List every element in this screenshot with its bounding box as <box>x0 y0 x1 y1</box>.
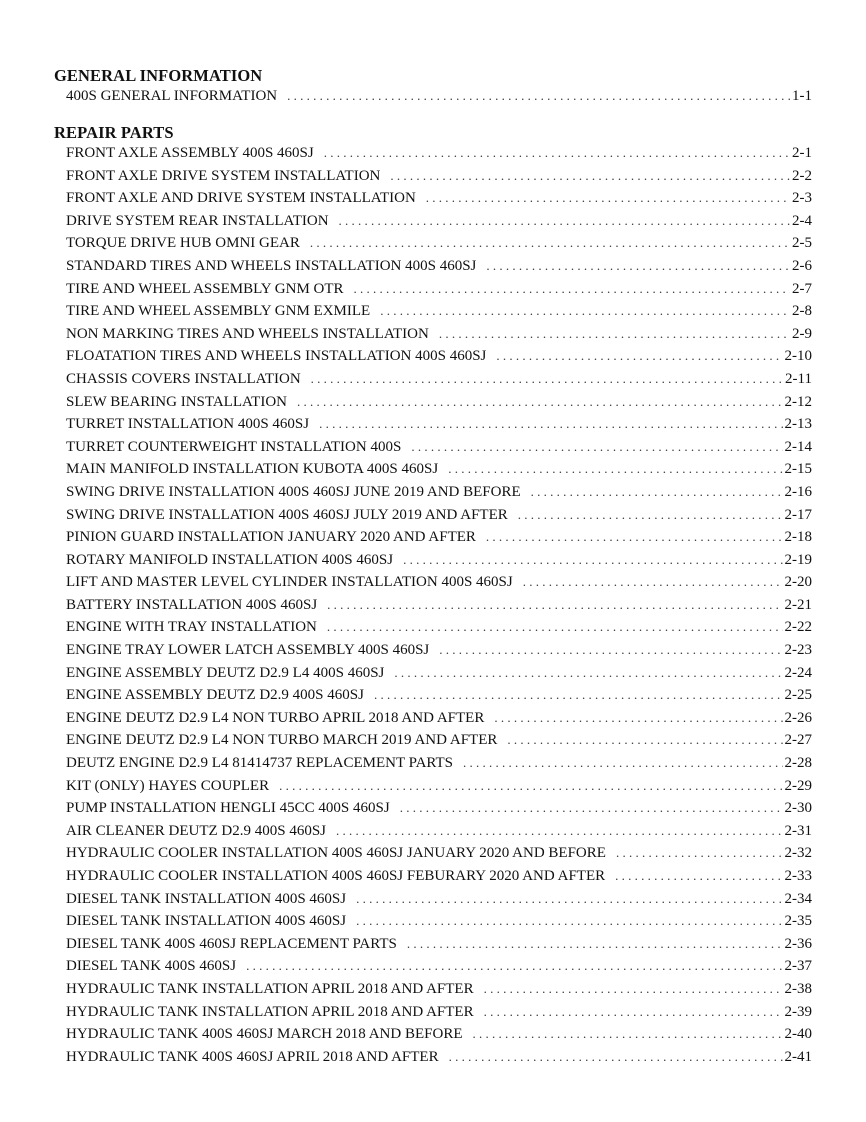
toc-entry-page-number: 2-20 <box>784 574 812 591</box>
toc-entry[interactable] <box>66 326 812 349</box>
toc-entry-page-number: 2-29 <box>784 777 812 794</box>
toc-entry[interactable] <box>66 778 812 801</box>
section-heading-general-information: GENERAL INFORMATION <box>54 66 263 85</box>
toc-dot-leader <box>407 936 783 952</box>
toc-entry[interactable] <box>66 145 812 168</box>
toc-dot-leader <box>354 281 790 297</box>
toc-entry[interactable] <box>66 823 812 846</box>
toc-entry[interactable] <box>66 371 812 394</box>
toc-entry-page-number: 2-31 <box>784 822 812 839</box>
toc-entry[interactable] <box>66 88 812 111</box>
toc-dot-leader <box>518 507 783 523</box>
toc-entry[interactable] <box>66 868 812 891</box>
toc-entry-title: FLOATATION TIRES AND WHEELS INSTALLATION 400S 460SJ <box>66 348 487 365</box>
toc-entry[interactable] <box>66 958 812 981</box>
toc-entry[interactable] <box>66 348 812 371</box>
toc-dot-leader <box>374 687 783 703</box>
toc-entry-title: AIR CLEANER DEUTZ D2.9 400S 460SJ <box>66 822 327 839</box>
toc-entry-title: NON MARKING TIRES AND WHEELS INSTALLATION <box>66 325 429 342</box>
toc-entry-page-number: 2-6 <box>792 257 812 274</box>
toc-dot-leader <box>311 371 783 387</box>
toc-entry-page-number: 2-5 <box>792 235 812 252</box>
toc-entry-title: CHASSIS COVERS INSTALLATION <box>66 370 301 387</box>
toc-dot-leader <box>336 823 782 839</box>
toc-entry-page-number: 2-14 <box>784 438 812 455</box>
toc-entry-title: ENGINE ASSEMBLY DEUTZ D2.9 L4 400S 460SJ <box>66 664 385 681</box>
toc-dot-leader <box>523 574 783 590</box>
toc-dot-leader <box>356 891 782 907</box>
toc-dot-leader <box>486 529 783 545</box>
toc-entry[interactable] <box>66 439 812 462</box>
toc-dot-leader <box>439 326 790 342</box>
toc-entry[interactable] <box>66 642 812 665</box>
toc-entry-page-number: 2-37 <box>784 958 812 975</box>
toc-entry-title: ENGINE DEUTZ D2.9 L4 NON TURBO MARCH 2019 AND AFTER <box>66 732 498 749</box>
toc-entry[interactable] <box>66 574 812 597</box>
toc-entry-page-number: 2-19 <box>784 551 812 568</box>
toc-entry[interactable] <box>66 891 812 914</box>
toc-entry-page-number: 2-40 <box>784 1026 812 1043</box>
toc-entry-title: MAIN MANIFOLD INSTALLATION KUBOTA 400S 460SJ <box>66 461 439 478</box>
toc-entry[interactable] <box>66 1026 812 1049</box>
toc-dot-leader <box>279 778 782 794</box>
toc-entry[interactable] <box>66 552 812 575</box>
toc-dot-leader <box>486 258 790 274</box>
toc-dot-leader <box>507 732 782 748</box>
toc-entry-title: SWING DRIVE INSTALLATION 400S 460SJ JUNE 2019 AND BEFORE <box>66 483 521 500</box>
toc-dot-leader <box>400 800 783 816</box>
toc-entry-page-number: 2-32 <box>784 845 812 862</box>
toc-dot-leader <box>356 913 782 929</box>
toc-dot-leader <box>448 461 782 477</box>
toc-entry-title: SLEW BEARING INSTALLATION <box>66 393 288 410</box>
toc-dot-leader <box>287 88 790 104</box>
toc-entry-title: DIESEL TANK 400S 460SJ REPLACEMENT PARTS <box>66 935 397 952</box>
toc-entry-title: DEUTZ ENGINE D2.9 L4 81414737 REPLACEMENT PARTS <box>66 755 454 772</box>
toc-entry-page-number: 2-11 <box>785 370 812 387</box>
toc-entry-title: HYDRAULIC COOLER INSTALLATION 400S 460SJ FEBURARY 2020 AND AFTER <box>66 868 606 884</box>
toc-entry-title: SWING DRIVE INSTALLATION 400S 460SJ JULY 2019 AND AFTER <box>66 506 508 523</box>
toc-dot-leader <box>472 1026 782 1042</box>
toc-entry-title: FRONT AXLE ASSEMBLY 400S 460SJ <box>66 145 314 161</box>
toc-entry-title: HYDRAULIC COOLER INSTALLATION 400S 460SJ JANUARY 2020 AND BEFORE <box>66 845 606 862</box>
toc-entry[interactable] <box>66 597 812 620</box>
toc-entry-page-number: 2-7 <box>792 280 812 297</box>
toc-entry-title: ENGINE TRAY LOWER LATCH ASSEMBLY 400S 460SJ <box>66 642 430 659</box>
toc-entry[interactable] <box>66 213 812 236</box>
toc-entry-title: TIRE AND WHEEL ASSEMBLY GNM OTR <box>66 280 344 297</box>
toc-entry-page-number: 2-23 <box>784 642 812 659</box>
toc-entry-title: BATTERY INSTALLATION 400S 460SJ <box>66 596 318 613</box>
toc-dot-leader <box>327 597 782 613</box>
toc-entry-title: PUMP INSTALLATION HENGLI 45CC 400S 460SJ <box>66 800 390 817</box>
toc-entry[interactable] <box>66 981 812 1004</box>
toc-dot-leader <box>463 755 782 771</box>
toc-entry-title: DIESEL TANK INSTALLATION 400S 460SJ <box>66 913 347 930</box>
toc-dot-leader <box>616 845 783 861</box>
toc-entry-title: 400S GENERAL INFORMATION <box>66 88 278 104</box>
toc-dot-leader <box>246 958 782 974</box>
toc-list-repair-parts <box>66 145 812 1071</box>
toc-entry[interactable] <box>66 484 812 507</box>
toc-entry-title: HYDRAULIC TANK INSTALLATION APRIL 2018 AND AFTER <box>66 1003 474 1020</box>
toc-entry-page-number: 2-22 <box>784 619 812 636</box>
toc-entry[interactable] <box>66 529 812 552</box>
toc-entry-page-number: 2-13 <box>784 416 812 433</box>
toc-entry-title: TURRET INSTALLATION 400S 460SJ <box>66 416 310 433</box>
toc-entry-page-number: 2-36 <box>784 935 812 952</box>
toc-entry-page-number: 2-24 <box>784 664 812 681</box>
toc-entry[interactable] <box>66 1004 812 1027</box>
toc-entry[interactable] <box>66 936 812 959</box>
toc-list-general-information <box>66 88 812 111</box>
toc-entry[interactable] <box>66 845 812 868</box>
toc-dot-leader <box>380 303 790 319</box>
toc-entry-page-number: 2-8 <box>792 303 812 320</box>
toc-entry[interactable] <box>66 281 812 304</box>
toc-entry-title: TORQUE DRIVE HUB OMNI GEAR <box>66 235 300 252</box>
toc-entry-title: TURRET COUNTERWEIGHT INSTALLATION 400S <box>66 438 402 455</box>
toc-entry[interactable] <box>66 507 812 530</box>
toc-entry-title: ROTARY MANIFOLD INSTALLATION 400S 460SJ <box>66 551 394 568</box>
toc-entry[interactable] <box>66 619 812 642</box>
toc-dot-leader <box>615 868 782 884</box>
toc-entry-page-number: 2-15 <box>784 461 812 478</box>
toc-entry-page-number: 2-21 <box>784 596 812 613</box>
toc-entry[interactable] <box>66 710 812 733</box>
toc-dot-leader <box>339 213 790 229</box>
toc-entry-title: LIFT AND MASTER LEVEL CYLINDER INSTALLATION 400S 460SJ <box>66 574 513 591</box>
toc-entry-page-number: 2-26 <box>784 709 812 726</box>
toc-dot-leader <box>327 619 783 635</box>
toc-entry[interactable] <box>66 1049 812 1072</box>
toc-dot-leader <box>449 1049 783 1065</box>
toc-entry-page-number: 2-30 <box>784 800 812 817</box>
toc-dot-leader <box>297 394 782 410</box>
toc-entry-page-number: 2-1 <box>792 145 812 161</box>
toc-entry-title: ENGINE ASSEMBLY DEUTZ D2.9 400S 460SJ <box>66 687 364 704</box>
toc-dot-leader <box>319 416 782 432</box>
toc-entry-page-number: 2-27 <box>784 732 812 749</box>
toc-dot-leader <box>531 484 783 500</box>
toc-entry-page-number: 2-10 <box>784 348 812 365</box>
toc-entry[interactable] <box>66 258 812 281</box>
toc-dot-leader <box>484 981 783 997</box>
toc-entry[interactable] <box>66 461 812 484</box>
toc-entry-page-number: 2-3 <box>792 190 812 207</box>
toc-entry[interactable] <box>66 394 812 417</box>
toc-entry-page-number: 2-12 <box>784 393 812 410</box>
toc-entry-title: HYDRAULIC TANK INSTALLATION APRIL 2018 AND AFTER <box>66 980 474 997</box>
toc-dot-leader <box>310 235 790 251</box>
toc-entry-title: ENGINE DEUTZ D2.9 L4 NON TURBO APRIL 2018 AND AFTER <box>66 709 485 726</box>
toc-dot-leader <box>426 190 790 206</box>
toc-entry-page-number: 2-38 <box>784 980 812 997</box>
toc-entry[interactable] <box>66 665 812 688</box>
toc-entry-title: TIRE AND WHEEL ASSEMBLY GNM EXMILE <box>66 303 371 320</box>
toc-entry-page-number: 2-33 <box>784 868 812 884</box>
toc-entry-page-number: 2-18 <box>784 529 812 546</box>
toc-entry-title: HYDRAULIC TANK 400S 460SJ APRIL 2018 AND AFTER <box>66 1048 439 1065</box>
toc-entry-page-number: 2-25 <box>784 687 812 704</box>
toc-dot-leader <box>394 665 782 681</box>
toc-entry-title: ENGINE WITH TRAY INSTALLATION <box>66 619 317 636</box>
toc-entry-title: STANDARD TIRES AND WHEELS INSTALLATION 400S 460SJ <box>66 257 477 274</box>
toc-dot-leader <box>484 1004 783 1020</box>
toc-entry-title: FRONT AXLE AND DRIVE SYSTEM INSTALLATION <box>66 190 416 207</box>
toc-entry-page-number: 2-39 <box>784 1003 812 1020</box>
toc-entry[interactable] <box>66 755 812 778</box>
toc-entry-page-number: 2-9 <box>792 325 812 342</box>
toc-entry-page-number: 1-1 <box>792 88 812 104</box>
toc-entry-page-number: 2-17 <box>784 506 812 523</box>
toc-entry-page-number: 2-35 <box>784 913 812 930</box>
toc-dot-leader <box>439 642 782 658</box>
toc-entry[interactable] <box>66 303 812 326</box>
toc-entry[interactable] <box>66 913 812 936</box>
section-heading-repair-parts: REPAIR PARTS <box>54 123 174 142</box>
toc-entry-page-number: 2-2 <box>792 167 812 184</box>
toc-entry[interactable] <box>66 235 812 258</box>
toc-dot-leader <box>403 552 782 568</box>
toc-entry-page-number: 2-41 <box>784 1048 812 1065</box>
toc-entry-title: DIESEL TANK INSTALLATION 400S 460SJ <box>66 890 347 907</box>
toc-entry[interactable] <box>66 800 812 823</box>
toc-entry-title: DRIVE SYSTEM REAR INSTALLATION <box>66 212 329 229</box>
toc-entry[interactable] <box>66 190 812 213</box>
toc-entry[interactable] <box>66 732 812 755</box>
toc-entry-page-number: 2-34 <box>784 890 812 907</box>
toc-entry[interactable] <box>66 687 812 710</box>
toc-dot-leader <box>324 145 790 161</box>
toc-entry-title: FRONT AXLE DRIVE SYSTEM INSTALLATION <box>66 167 381 184</box>
toc-entry-title: HYDRAULIC TANK 400S 460SJ MARCH 2018 AND BEFORE <box>66 1026 463 1043</box>
toc-entry[interactable] <box>66 416 812 439</box>
toc-dot-leader <box>390 168 790 184</box>
toc-entry-page-number: 2-28 <box>784 755 812 772</box>
toc-entry-title: KIT (ONLY) HAYES COUPLER <box>66 777 270 794</box>
toc-dot-leader <box>411 439 782 455</box>
toc-entry-title: DIESEL TANK 400S 460SJ <box>66 958 237 975</box>
toc-dot-leader <box>496 348 782 364</box>
toc-entry-page-number: 2-16 <box>784 483 812 500</box>
toc-dot-leader <box>494 710 782 726</box>
toc-entry-title: PINION GUARD INSTALLATION JANUARY 2020 AND AFTER <box>66 529 476 546</box>
toc-entry[interactable] <box>66 168 812 191</box>
toc-entry-page-number: 2-4 <box>792 212 812 229</box>
